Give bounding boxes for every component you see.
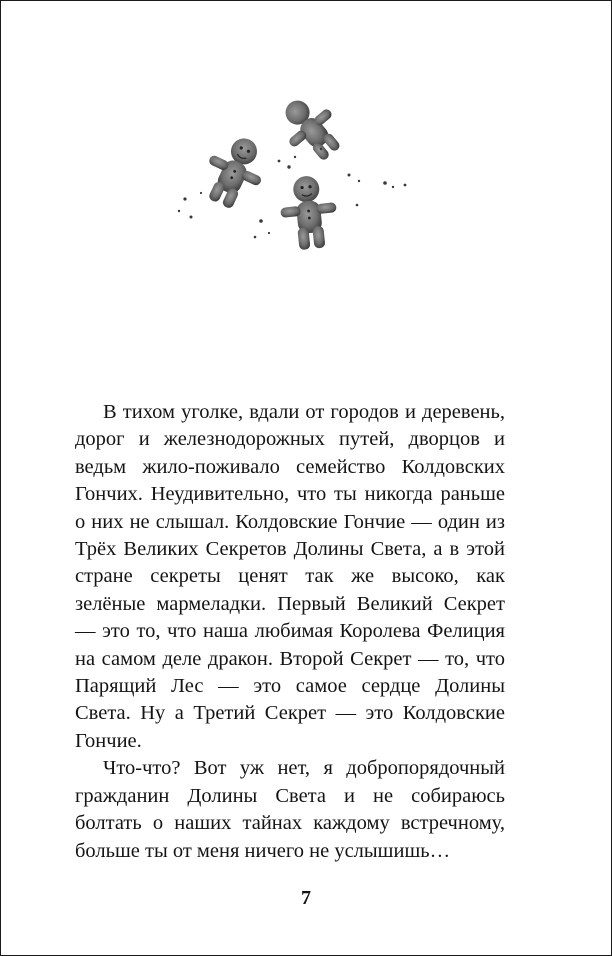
- paragraph-1: В тихом уголке, вдали от городов и деревень, дорог и железнодорожных путей, дворцов и ведьм жило-поживало семейство Колдовских Гончих. Неудивительно, что ты никогда раньше о них не слышал. Колдовские Гончие — один из Трёх Великих Секретов Долины Света, а в этой стране секреты ценят так же высоко, как зелёные мармеладки. Первый Великий Секрет — это то, что наша любимая Королева Фелиция на самом деле дракон. Второй Секрет — то, что Парящий Лес — это самое сердце Долины Света. Ну а Третий Секрет — это Колдовские Гончие.: [75, 401, 505, 752]
- gingerbread-bottom-icon: [277, 173, 340, 251]
- gingerbread-left-icon: [194, 128, 275, 216]
- gingerbread-men-icon: [171, 97, 421, 267]
- main-text: [75, 399, 505, 865]
- paragraph-2: Что-что? Вот уж нет, я добропорядочный гражданин Долины Света и не собираюсь болтать о наших тайнах каждому встречному, больше ты от меня ничего не услышишь…: [75, 757, 505, 862]
- gingerbread-top-icon: [270, 97, 352, 171]
- page-number: 7: [301, 887, 311, 909]
